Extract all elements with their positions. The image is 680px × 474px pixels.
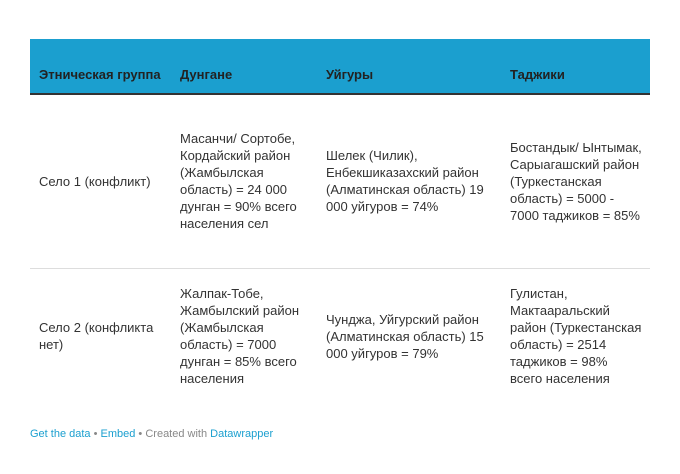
- table-cell: Гулистан, Мактаарaльский район (Туркестанская область) = 2514 таджиков = 98% всего населения: [510, 286, 642, 387]
- table-cell: Чунджа, Уйгурский район (Алматинская область) 15 000 уйгуров = 79%: [326, 311, 484, 361]
- table-cell: Шелек (Чилик), Енбекшиказахский район (Алматинская область) 19 000 уйгуров = 74%: [317, 94, 501, 268]
- table-cell: Бостандык/ Ынтымак, Сарыагашский район (Туркестанская область) = 5000 - 7000 таджиков = 85%: [501, 94, 650, 268]
- row-label: Село 2 (конфликта нет): [39, 320, 154, 353]
- get-the-data-link[interactable]: Get the data: [30, 428, 91, 440]
- header-uyghurs: Уйгуры: [317, 39, 501, 94]
- embed-link[interactable]: Embed: [100, 428, 136, 440]
- data-table: [30, 39, 650, 404]
- table-cell: Масанчи/ Сортобе, Кордайский район (Жамбылская область) = 24 000 дунган = 90% всего населения сел: [171, 94, 317, 268]
- table-row: [30, 94, 650, 268]
- chart-footer: [30, 427, 273, 441]
- header-ethnic-group: Этническая группа: [30, 39, 171, 94]
- footer-separator: •: [135, 428, 146, 440]
- table-cell: Жалпак-Тобе, Жамбылский район (Жамбылская область) = 7000 дунган = 85% всего населения: [180, 286, 299, 387]
- header-tajiks: Таджики: [501, 39, 650, 94]
- data-table-container: [30, 39, 650, 404]
- table-row: [30, 268, 650, 404]
- footer-separator: •: [90, 428, 101, 440]
- row-label: Село 1 (конфликт): [30, 94, 171, 268]
- header-dungans: Дунгане: [171, 39, 317, 94]
- datawrapper-link[interactable]: Datawrapper: [210, 428, 274, 440]
- created-with-text: Created with: [145, 428, 211, 440]
- table-header-row: [30, 39, 650, 94]
